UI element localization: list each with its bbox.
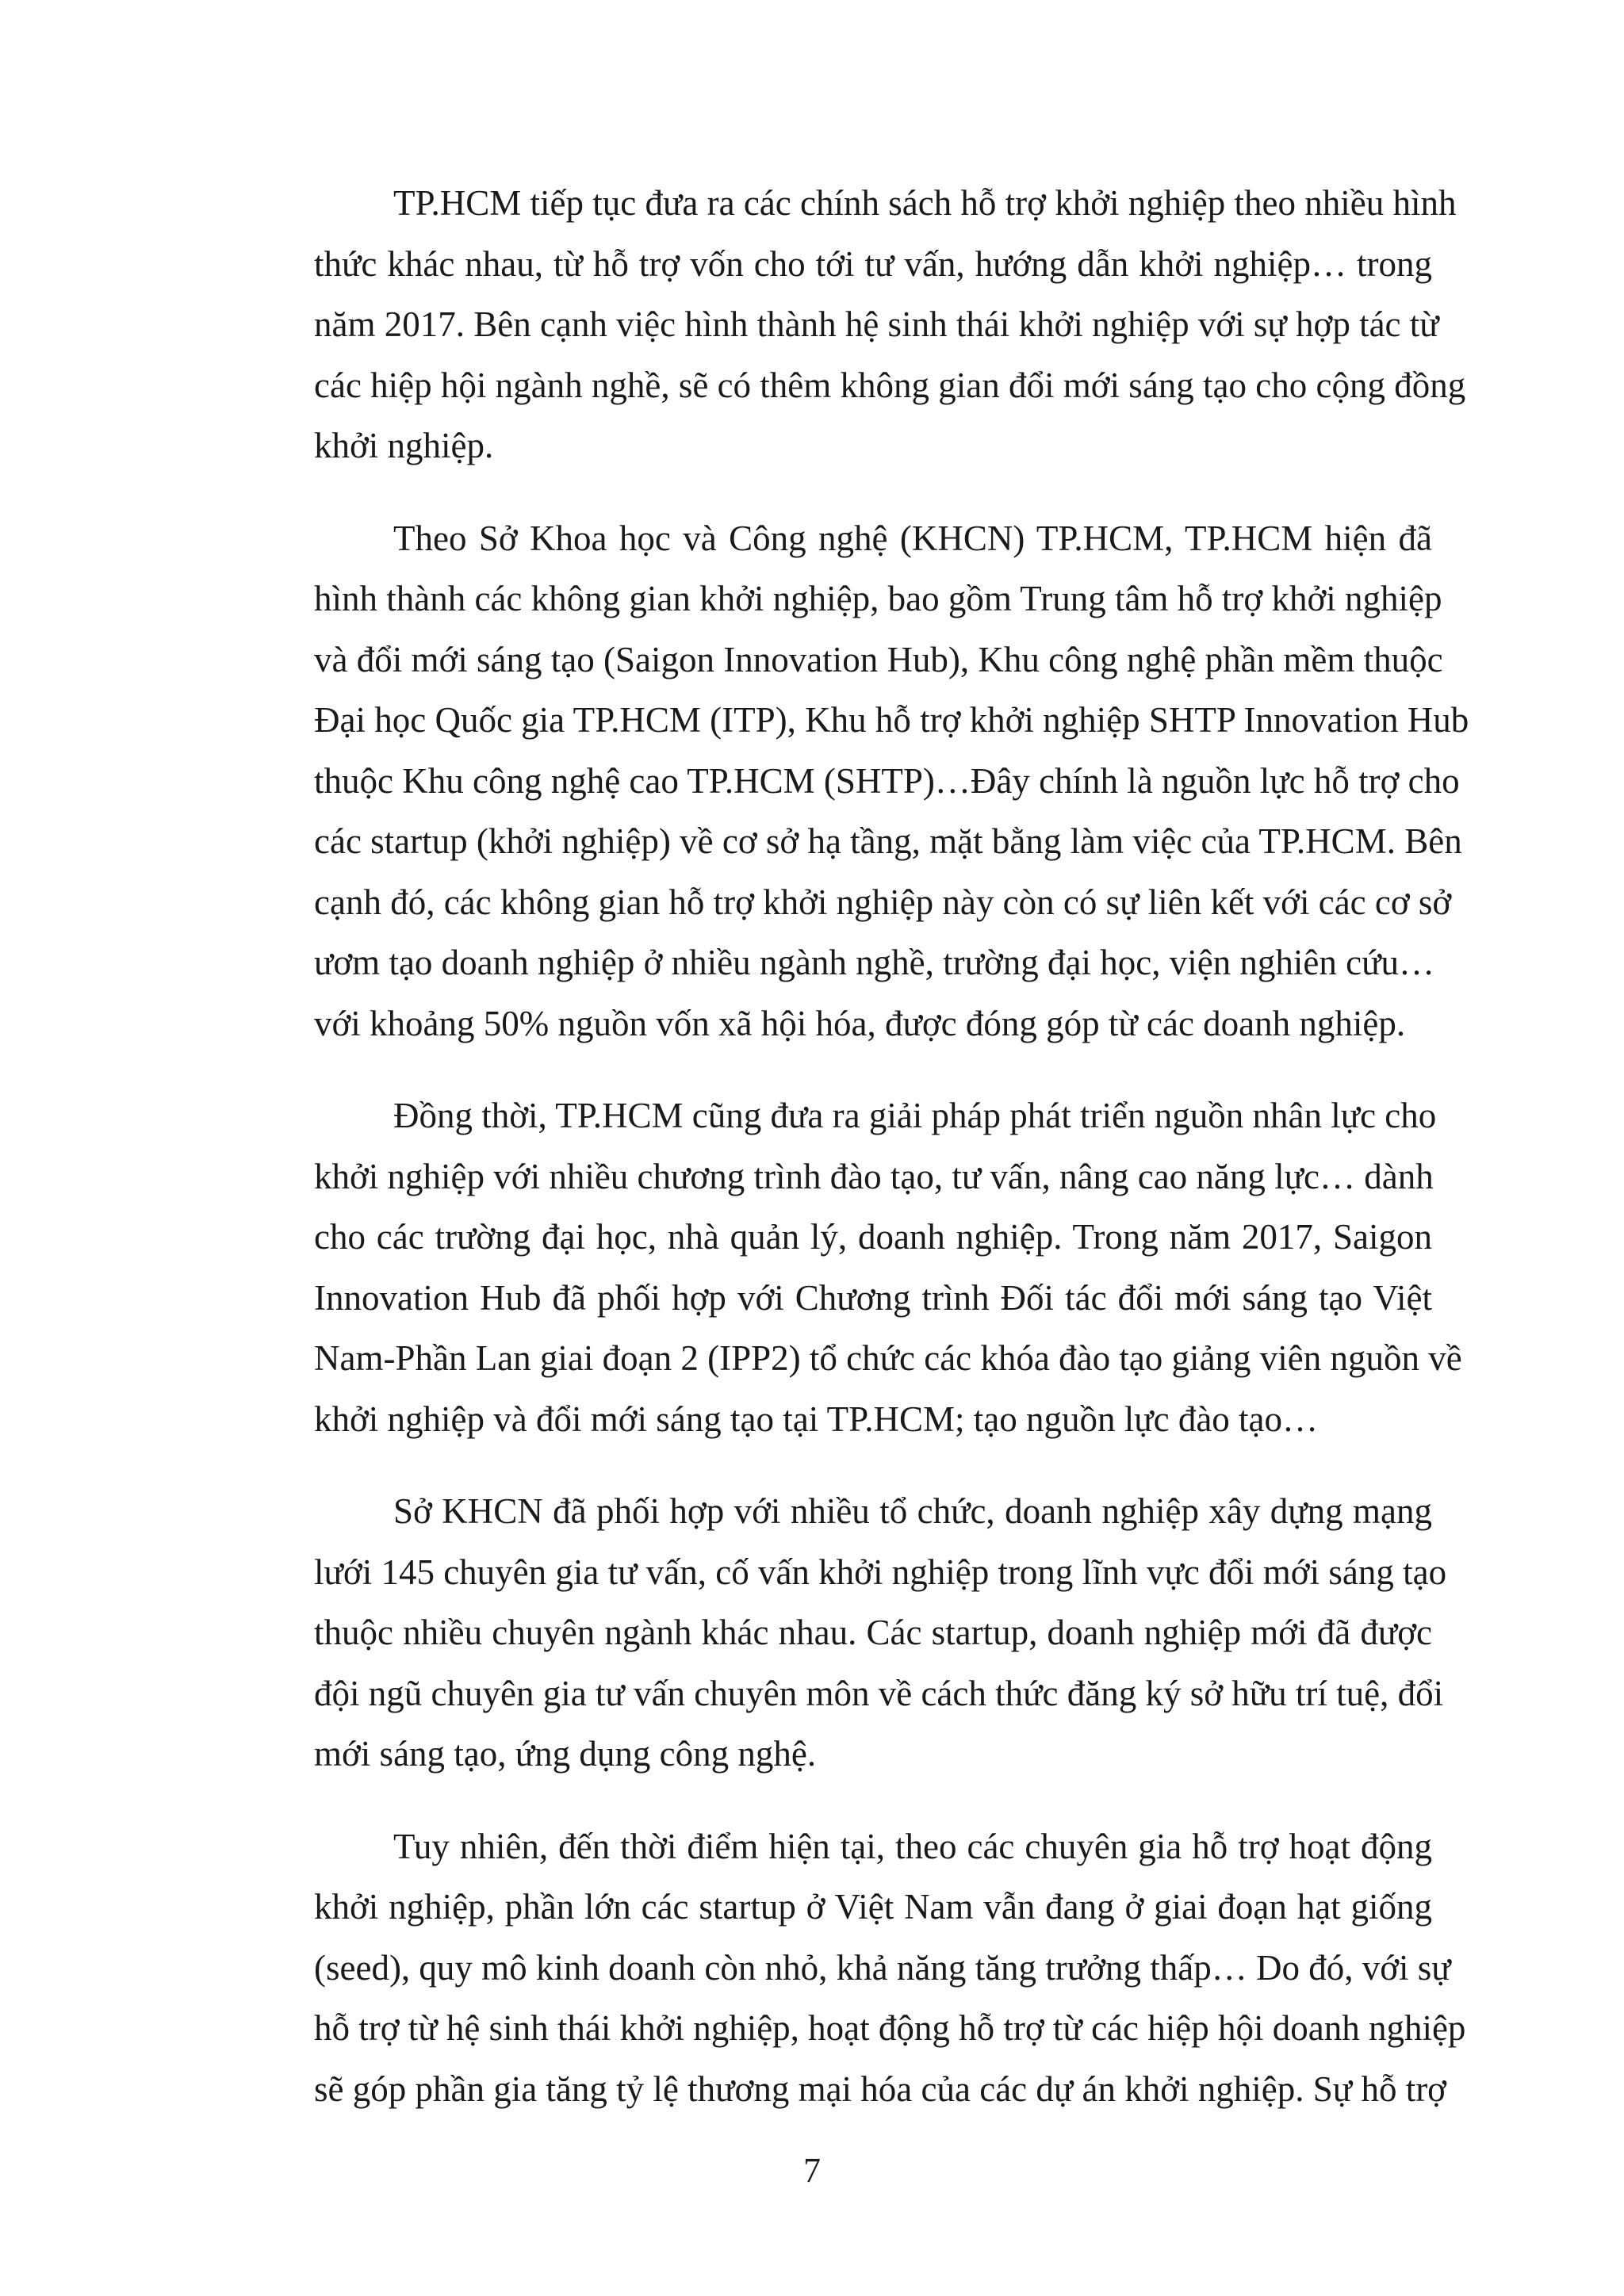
paragraph-2: [314, 508, 1469, 1054]
text-line: cho các trường đại học, nhà quản lý, doanh nghiệp. Trong năm 2017, Saigon: [314, 1217, 1432, 1257]
page-body: [314, 173, 1469, 2119]
text-line: khởi nghiệp với nhiều chương trình đào tạo, tư vấn, nâng cao năng lực… dành: [314, 1156, 1434, 1196]
text-line: thuộc Khu công nghệ cao TP.HCM (SHTP)…Đây chính là nguồn lực hỗ trợ cho: [314, 760, 1460, 801]
text-line: (seed), quy mô kinh doanh còn nhỏ, khả năng tăng trưởng thấp… Do đó, với sự: [314, 1947, 1451, 1988]
text-line: với khoảng 50% nguồn vốn xã hội hóa, được đóng góp từ các doanh nghiệp.: [314, 1003, 1406, 1043]
paragraph-1: [314, 173, 1466, 476]
text-line: Tuy nhiên, đến thời điểm hiện tại, theo các chuyên gia hỗ trợ hoạt động: [393, 1826, 1432, 1866]
paragraph-4: [314, 1481, 1447, 1785]
text-line: TP.HCM tiếp tục đưa ra các chính sách hỗ trợ khởi nghiệp theo nhiều hình: [393, 183, 1457, 223]
text-line: Đồng thời, TP.HCM cũng đưa ra giải pháp phát triển nguồn nhân lực cho: [393, 1096, 1437, 1135]
text-line: khởi nghiệp và đổi mới sáng tạo tại TP.HCM; tạo nguồn lực đào tạo…: [314, 1399, 1319, 1439]
text-line: đội ngũ chuyên gia tư vấn chuyên môn về cách thức đăng ký sở hữu trí tuệ, đổi: [314, 1673, 1444, 1713]
text-line: các startup (khởi nghiệp) về cơ sở hạ tầng, mặt bằng làm việc của TP.HCM. Bên: [314, 821, 1462, 861]
text-line: các hiệp hội ngành nghề, sẽ có thêm không gian đổi mới sáng tạo cho cộng đồng: [314, 365, 1466, 405]
text-line: mới sáng tạo, ứng dụng công nghệ.: [314, 1734, 817, 1774]
text-line: thuộc nhiều chuyên ngành khác nhau. Các startup, doanh nghiệp mới đã được: [314, 1613, 1432, 1652]
text-line: và đổi mới sáng tạo (Saigon Innovation Hub), Khu công nghệ phần mềm thuộc: [314, 639, 1443, 679]
paragraph-5: [314, 1816, 1466, 2120]
text-line: năm 2017. Bên cạnh việc hình thành hệ sinh thái khởi nghiệp với sự hợp tác từ: [314, 304, 1439, 344]
text-line: sẽ góp phần gia tăng tỷ lệ thương mại hóa của các dự án khởi nghiệp. Sự hỗ trợ: [314, 2068, 1446, 2109]
text-line: cạnh đó, các không gian hỗ trợ khởi nghiệp này còn có sự liên kết với các cơ sở: [314, 882, 1452, 922]
text-line: lưới 145 chuyên gia tư vấn, cố vấn khởi nghiệp trong lĩnh vực đổi mới sáng tạo: [314, 1552, 1447, 1592]
text-line: hỗ trợ từ hệ sinh thái khởi nghiệp, hoạt động hỗ trợ từ các hiệp hội doanh nghiệp: [314, 2008, 1466, 2048]
page-number: 7: [803, 2151, 821, 2190]
text-line: hình thành các không gian khởi nghiệp, bao gồm Trung tâm hỗ trợ khởi nghiệp: [314, 579, 1442, 618]
text-line: ươm tạo doanh nghiệp ở nhiều ngành nghề, trường đại học, viện nghiên cứu…: [314, 943, 1435, 982]
text-line: khởi nghiệp.: [314, 426, 494, 465]
text-line: Theo Sở Khoa học và Công nghệ (KHCN) TP.HCM, TP.HCM hiện đã: [393, 518, 1432, 558]
paragraph-3: [314, 1085, 1462, 1449]
text-line: Innovation Hub đã phối hợp với Chương trình Đối tác đổi mới sáng tạo Việt: [314, 1277, 1432, 1318]
text-line: thức khác nhau, từ hỗ trợ vốn cho tới tư vấn, hướng dẫn khởi nghiệp… trong: [314, 243, 1432, 284]
text-line: Đại học Quốc gia TP.HCM (ITP), Khu hỗ trợ khởi nghiệp SHTP Innovation Hub: [314, 700, 1469, 740]
text-line: Sở KHCN đã phối hợp với nhiều tổ chức, doanh nghiệp xây dựng mạng: [393, 1491, 1432, 1531]
text-line: Nam-Phần Lan giai đoạn 2 (IPP2) tổ chức các khóa đào tạo giảng viên nguồn về: [314, 1338, 1462, 1378]
text-line: khởi nghiệp, phần lớn các startup ở Việt Nam vẫn đang ở giai đoạn hạt giống: [314, 1887, 1432, 1927]
